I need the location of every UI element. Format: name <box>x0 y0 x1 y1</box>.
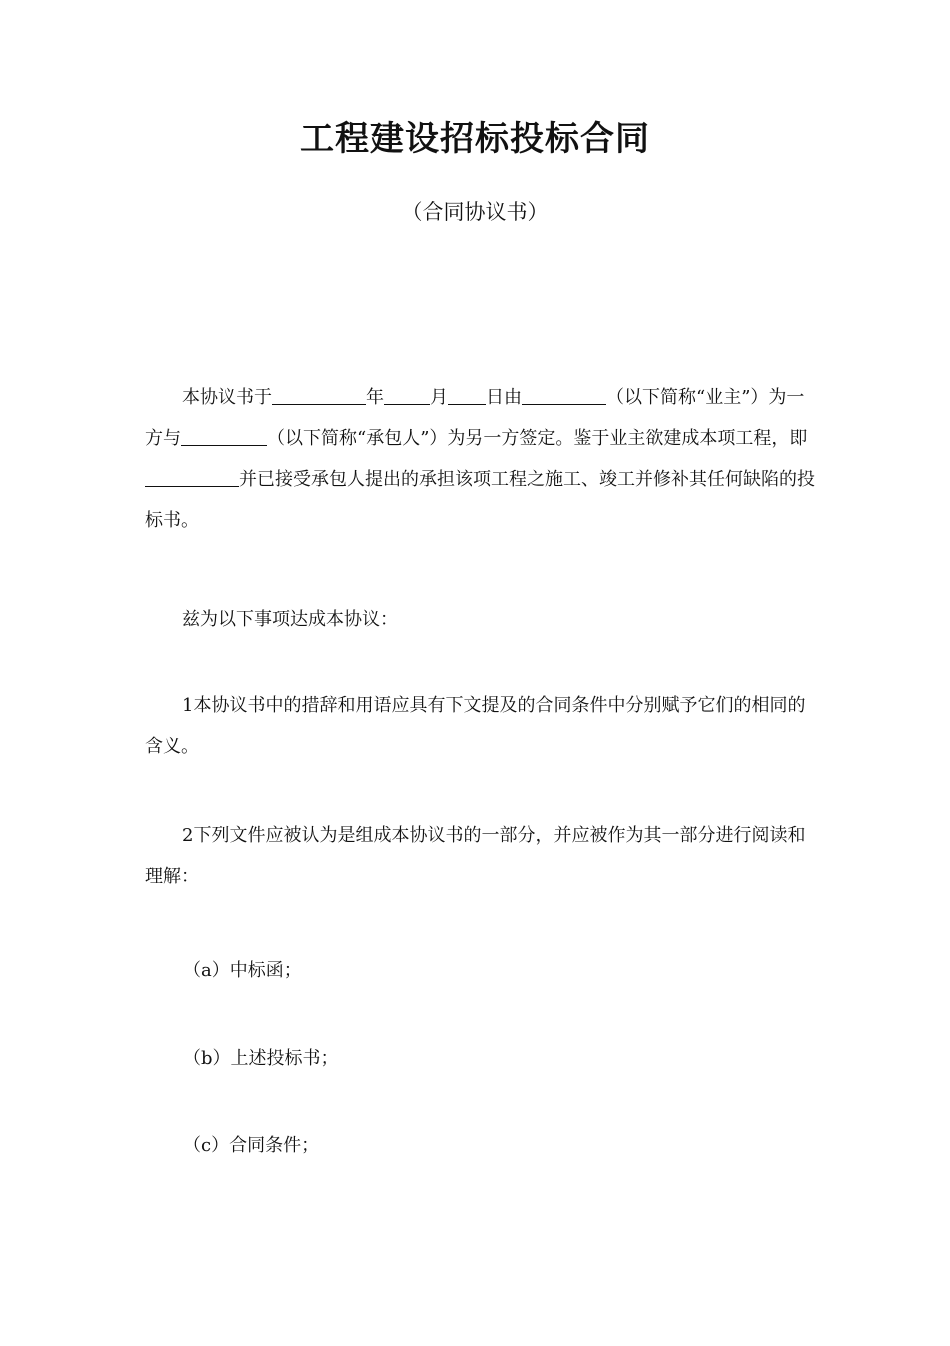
intro-text-4: 日由 <box>486 387 522 408</box>
year-blank <box>272 386 366 405</box>
clause-2: 2下列文件应被认为是组成本协议书的一部分，并应被作为其一部分进行阅读和理解： <box>145 825 806 887</box>
intro-text-3: 月 <box>430 387 448 408</box>
agreement-intro: 兹为以下事项达成本协议： <box>182 609 398 630</box>
list-item-b: （b）上述投标书； <box>183 1048 339 1069</box>
document-title: 工程建设招标投标合同 <box>300 119 650 159</box>
owner-blank <box>522 386 606 405</box>
list-item-a: （a）中标函； <box>183 960 302 981</box>
list-item-c: （c）合同条件； <box>183 1135 320 1156</box>
contractor-blank <box>181 427 267 446</box>
intro-text-2: 年 <box>366 387 384 408</box>
intro-text-7: 并已接受承包人提出的承担该项工程之施工、竣工并修补其任何缺陷的投标书。 <box>145 469 815 531</box>
day-blank <box>448 386 486 405</box>
intro-text-6: （以下简称“承包人”）为另一方签定。鉴于业主欲建成本项工程，即 <box>267 428 808 449</box>
project-blank <box>145 468 239 487</box>
intro-text-5: （以下简称“业主”）为一方与 <box>145 387 805 449</box>
document-subtitle: （合同协议书） <box>401 200 549 224</box>
month-blank <box>384 386 430 405</box>
clause-1: 1本协议书中的措辞和用语应具有下文提及的合同条件中分别赋予它们的相同的含义。 <box>145 695 806 757</box>
intro-paragraph <box>145 377 815 541</box>
intro-text-1: 本协议书于 <box>182 387 272 408</box>
